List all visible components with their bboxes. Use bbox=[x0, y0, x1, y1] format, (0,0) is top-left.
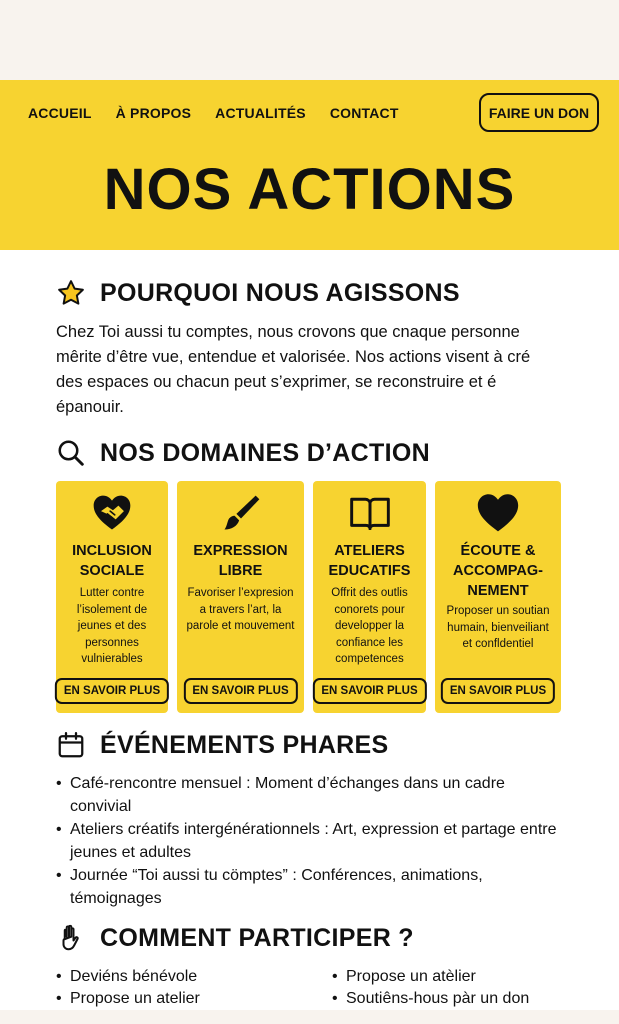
nav-actualites[interactable]: ACTUALITÉS bbox=[215, 105, 306, 121]
card-title: ÉCOUTE & ACCOMPAG-NEMENT bbox=[453, 543, 543, 599]
card-inclusion bbox=[56, 481, 168, 713]
list-item: • Propose un atelier bbox=[56, 988, 332, 1010]
star-icon bbox=[56, 278, 86, 308]
card-title: INCLUSION SOCIALE bbox=[72, 543, 152, 579]
raised-hand-icon bbox=[56, 923, 86, 953]
card-title: ATELIERS EDUCATIFS bbox=[328, 543, 411, 579]
bottom-strip bbox=[0, 1010, 619, 1024]
page-title: NOS ACTIONS bbox=[103, 157, 516, 222]
events-list bbox=[56, 772, 566, 910]
card-description: Offrit des outlis conorets pour developper la confiance les competences bbox=[331, 587, 408, 665]
heart-handshake-icon bbox=[90, 491, 134, 535]
list-item: • Journée “Toi aussi tu cömptes” : Conférences, animations, témoignages bbox=[56, 864, 566, 910]
list-item: • Ateliers créatifs intergénérationnels : Art, expression et partage entre jeunes et adultes bbox=[56, 818, 566, 864]
card-ateliers bbox=[313, 481, 426, 713]
card-expression bbox=[177, 481, 304, 713]
main-nav bbox=[28, 102, 399, 124]
why-title: POURQUOI NOUS AGISSONS bbox=[100, 278, 460, 307]
events-title: ÉVÉNEMENTS PHARES bbox=[100, 730, 389, 759]
card-learn-more-button[interactable]: EN SAVOIR PLUS bbox=[441, 678, 555, 704]
participate-list bbox=[56, 966, 576, 1010]
donate-button[interactable]: FAIRE UN DON bbox=[479, 93, 599, 132]
domains-heading bbox=[56, 438, 430, 468]
nav-a-propos[interactable]: À PROPOS bbox=[115, 105, 192, 121]
participate-title: COMMENT PARTICIPER ? bbox=[100, 923, 414, 952]
card-ecoute bbox=[435, 481, 561, 713]
card-learn-more-button[interactable]: EN SAVOIR PLUS bbox=[55, 678, 169, 704]
card-title: EXPRESSION LIBRE bbox=[193, 543, 288, 579]
open-book-icon bbox=[348, 491, 392, 535]
list-item: • Propose un atèlier bbox=[332, 966, 576, 988]
paintbrush-icon bbox=[219, 491, 263, 535]
list-item: • Deviéns bénévole bbox=[56, 966, 332, 988]
events-heading bbox=[56, 730, 389, 760]
search-icon bbox=[56, 438, 86, 468]
calendar-icon bbox=[56, 730, 86, 760]
list-item: • Café-rencontre mensuel : Moment d’échanges dans un cadre convivial bbox=[56, 772, 566, 818]
hero-header bbox=[0, 80, 619, 250]
nav-accueil[interactable]: ACCUEIL bbox=[28, 105, 92, 121]
nav-contact[interactable]: CONTACT bbox=[329, 105, 399, 121]
why-paragraph: Chez Toi aussi tu comptes, nous crovons que cnaque personne mêrite d’être vue, entendue et valorisée. Nos actions visent à cré des espaces ou chacun peut s’exprimer, se reconstruire et é épanouir. bbox=[56, 323, 531, 416]
card-learn-more-button[interactable]: EN SAVOIR PLUS bbox=[183, 678, 297, 704]
card-description: Lutter contre l’isolement de jeunes et des personnes vulnierables bbox=[76, 587, 148, 665]
main-content bbox=[0, 250, 619, 1010]
list-item: • Soutiêns-hous pàr un don bbox=[332, 988, 576, 1010]
heart-icon bbox=[476, 491, 520, 535]
why-heading bbox=[56, 278, 460, 308]
domain-cards bbox=[56, 481, 561, 713]
participate-heading bbox=[56, 923, 414, 953]
top-strip bbox=[0, 0, 619, 80]
card-description: Favoriser l’expresion a travers l’art, la parole et mouvement bbox=[186, 587, 295, 632]
card-description: Proposer un soutian humain, bienveiliant et confldentiel bbox=[446, 605, 550, 650]
card-learn-more-button[interactable]: EN SAVOIR PLUS bbox=[312, 678, 426, 704]
domains-title: NOS DOMAINES D’ACTION bbox=[100, 438, 430, 467]
